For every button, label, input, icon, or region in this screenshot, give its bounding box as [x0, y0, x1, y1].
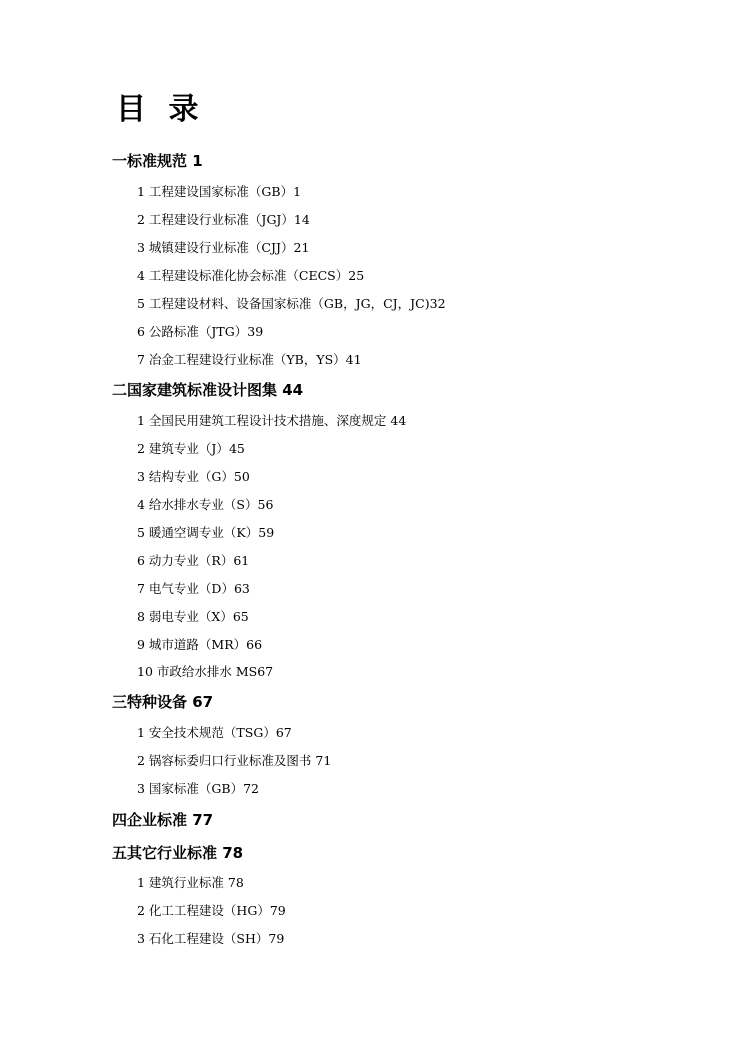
toc-entry[interactable]: 1 全国民用建筑工程设计技术措施、深度规定 44 — [137, 413, 407, 428]
toc-entry[interactable]: 6 动力专业（R）61 — [137, 553, 250, 568]
toc-entry[interactable]: 4 给水排水专业（S）56 — [137, 497, 274, 512]
toc-entry[interactable]: 3 结构专业（G）50 — [137, 469, 250, 484]
toc-entry[interactable]: 2 建筑专业（J）45 — [137, 441, 245, 456]
toc-entry[interactable]: 7 电气专业（D）63 — [137, 581, 250, 596]
toc-entry[interactable]: 3 国家标准（GB）72 — [137, 781, 260, 796]
toc-entry[interactable]: 10 市政给水排水 MS67 — [137, 664, 274, 679]
toc-heading-3[interactable]: 三特种设备 67 — [112, 693, 214, 711]
toc-entry[interactable]: 1 建筑行业标准 78 — [137, 875, 244, 890]
toc-heading-5[interactable]: 五其它行业标准 78 — [112, 844, 244, 862]
toc-entry[interactable]: 5 工程建设材料、设备国家标准（GB，JG，CJ，JC)32 — [137, 296, 446, 311]
toc-entry[interactable]: 2 工程建设行业标准（JGJ）14 — [137, 212, 310, 227]
toc-heading-1[interactable]: 一标准规范 1 — [112, 152, 203, 170]
toc-entry[interactable]: 5 暖通空调专业（K）59 — [137, 525, 275, 540]
toc-entry[interactable]: 3 城镇建设行业标准（CJJ）21 — [137, 240, 310, 255]
toc-entry[interactable]: 2 化工工程建设（HG）79 — [137, 903, 286, 918]
toc-entry[interactable]: 6 公路标准（JTG）39 — [137, 324, 264, 339]
toc-entry[interactable]: 3 石化工程建设（SH）79 — [137, 931, 285, 946]
toc-entry[interactable]: 4 工程建设标准化协会标准（CECS）25 — [137, 268, 365, 283]
toc-heading-2[interactable]: 二国家建筑标准设计图集 44 — [112, 381, 304, 399]
toc-entry[interactable]: 7 冶金工程建设行业标准（YB，YS）41 — [137, 352, 362, 367]
toc-heading-4[interactable]: 四企业标准 77 — [112, 811, 214, 829]
toc-entry[interactable]: 1 工程建设国家标准（GB）1 — [137, 184, 302, 199]
toc-entry[interactable]: 1 安全技术规范（TSG）67 — [137, 725, 292, 740]
toc-entry[interactable]: 8 弱电专业（X）65 — [137, 609, 249, 624]
toc-entry[interactable]: 9 城市道路（MR）66 — [137, 637, 263, 652]
toc-entry[interactable]: 2 锅容标委归口行业标准及图书 71 — [137, 753, 332, 768]
toc-title: 目 录 — [116, 92, 205, 127]
